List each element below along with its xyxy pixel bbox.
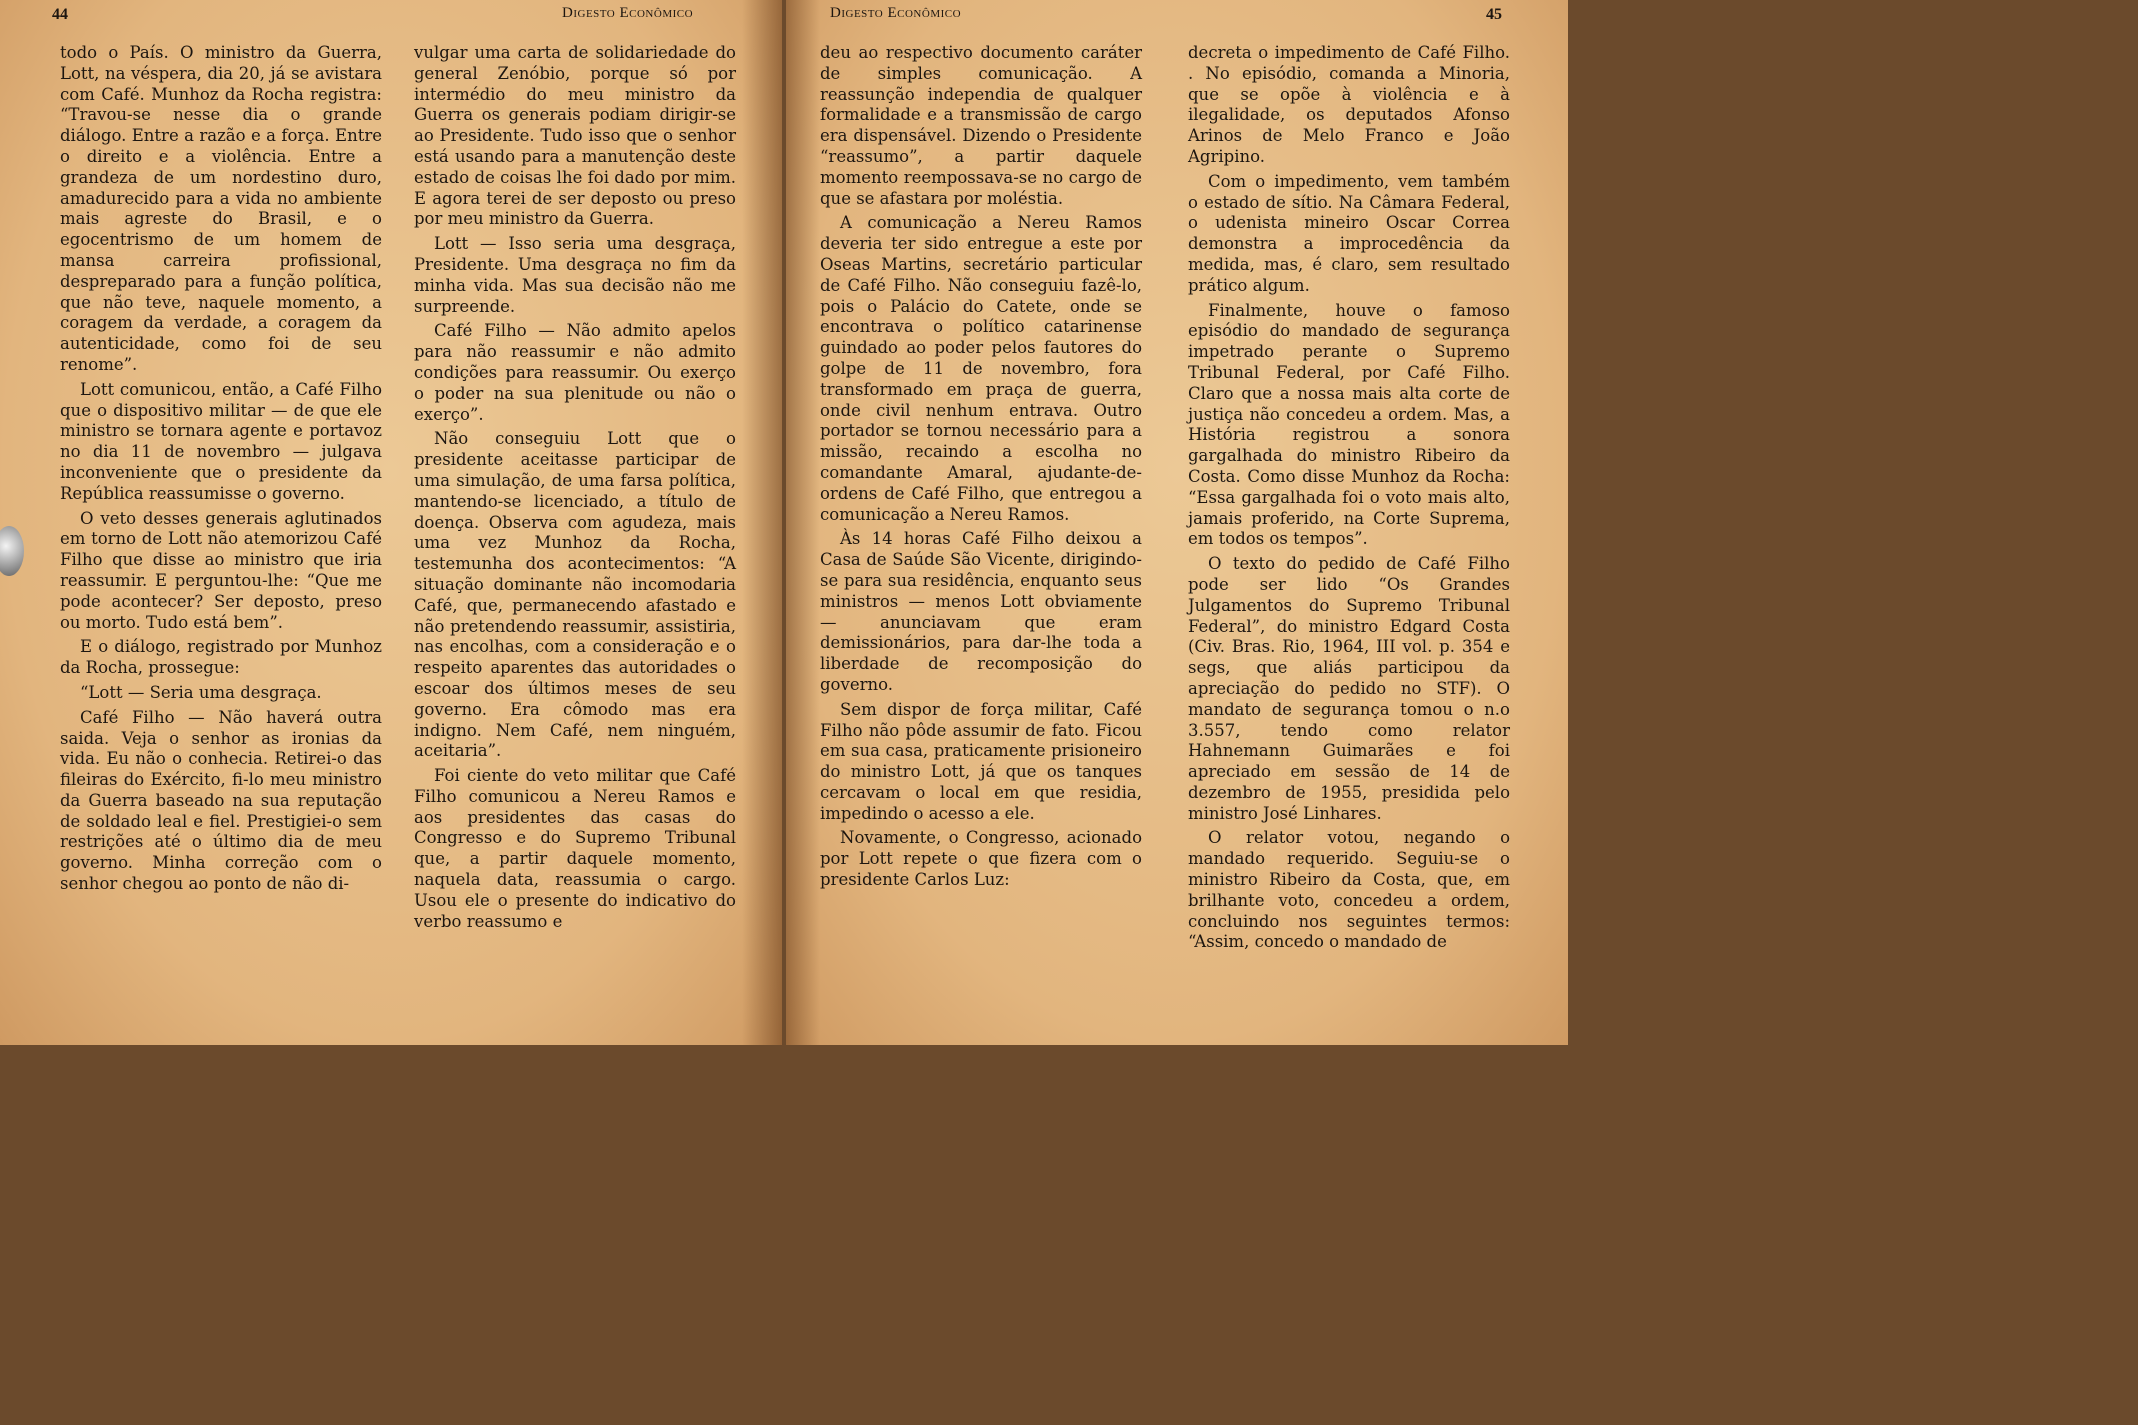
page-number: 44 (52, 6, 68, 23)
paragraph: Novamente, o Congresso, acionado por Lott repete o que fizera com o presidente Carlos Luz: (820, 828, 1142, 890)
paragraph: todo o País. O ministro da Guerra, Lott, na véspera, dia 20, já se avistara com Café. Munhoz da Rocha registra: “Travou-se nesse dia o grande diálogo. Entre a razão e a força. Entre o direito e a violência. Entre a grandeza de um nordestino duro, amadurecido para a vida no ambiente mais agreste do Brasil, e o egocentrismo de um homem de mansa carreira profissional, despreparado para a função política, que não teve, naquele momento, a coragem da verdade, a coragem da autenticidade, como foi de seu renome”. (60, 43, 382, 374)
paragraph: Às 14 horas Café Filho deixou a Casa de Saúde São Vicente, dirigindo-se para sua residência, enquanto seus ministros — menos Lott obviamente — anunciavam que eram demissionários, para dar-lhe toda a liberdade de recomposição do governo. (820, 529, 1142, 694)
gutter-shadow (786, 0, 820, 1045)
paragraph: “Lott — Seria uma desgraça. (80, 682, 322, 702)
running-head: Digesto Econômico (830, 5, 962, 21)
paragraph: vulgar uma carta de solidariedade do general Zenóbio, porque só por intermédio do meu ministro da Guerra os generais podiam dirigir-se ao Presidente. Tudo isso que o senhor está usando para a manutenção deste estado de coisas lhe foi dado por mim. E agora terei de ser deposto ou preso por meu ministro da Guerra. (414, 43, 736, 229)
paragraph: deu ao respectivo documento caráter de simples comunicação. A reassunção independia de qualquer formalidade e a transmissão de cargo era dispensável. Dizendo o Presidente “reassumo”, a partir daquele momento reempossava-se no cargo de que se afastara por moléstia. (820, 43, 1142, 208)
paragraph: A comunicação a Nereu Ramos deveria ter sido entregue a este por Oseas Martins, secretário particular de Café Filho. Não conseguiu fazê-lo, pois o Palácio do Catete, onde se encontrava o político catarinense guindado ao poder pelos fautores do golpe de 11 de novembro, fora transformado em praça de guerra, onde civil nenhum entrava. Outro portador se tornou necessário para a missão, recaindo a escolha no comandante Amaral, ajudante-de-ordens de Café Filho, que entregou a comunicação a Nereu Ramos. (820, 213, 1142, 524)
column-2 (414, 43, 736, 936)
paragraph: O texto do pedido de Café Filho pode ser lido “Os Grandes Julgamentos do Supremo Tribunal Federal”, do ministro Edgard Costa (Civ. Bras. Rio, 1964, III vol. p. 354 e segs, que aliás participou da apreciação do pedido no STF). O mandato de segurança tomou o n.o 3.557, tendo como relator Hahnemann Guimarães e foi apreciado em sessão de 14 de dezembro de 1955, presidida pelo ministro José Linhares. (1188, 554, 1510, 823)
paragraph: Café Filho — Não haverá outra saida. Veja o senhor as ironias da vida. Eu não o conhecia. Retirei-o das fileiras do Exército, fi-lo meu ministro da Guerra baseado na sua reputação de soldado leal e fiel. Prestigiei-o sem restrições até o último dia de meu governo. Minha correção com o senhor chegou ao ponto de não di- (60, 707, 382, 894)
staple-clip (0, 526, 24, 576)
paragraph: O relator votou, negando o mandado requerido. Seguiu-se o ministro Ribeiro da Costa, que, em brilhante voto, concedeu a ordem, concluindo nos seguintes termos: “Assim, concedo o mandado de (1188, 828, 1510, 952)
gutter-shadow (742, 0, 782, 1045)
page-number: 45 (1486, 6, 1502, 23)
paragraph: Não conseguiu Lott que o presidente aceitasse participar de uma simulação, de uma farsa política, mantendo-se licenciado, a título de doença. Observa com agudeza, mais uma vez Munhoz da Rocha, testemunha dos acontecimentos: “A situação dominante não incomodaria Café, que, permanecendo afastado e não pretendendo reassumir, assistiria, nas encolhas, com a consideração e o respeito aparentes das autoridades o escoar dos últimos meses de seu governo. Era cômodo mas era indigno. Nem Café, nem ninguém, aceitaria”. (414, 429, 736, 761)
paragraph: Finalmente, houve o famoso episódio do mandado de segurança impetrado perante o Supremo Tribunal Federal, por Café Filho. Claro que a nossa mais alta corte de justiça não concedeu a ordem. Mas, a História registrou a sonora gargalhada do ministro Ribeiro da Costa. Como disse Munhoz da Rocha: “Essa gargalhada foi o voto mais alto, jamais proferido, na Corte Suprema, em todos os tempos”. (1188, 300, 1510, 549)
paragraph: E o diálogo, registrado por Munhoz da Rocha, prossegue: (60, 637, 382, 678)
column-1 (60, 43, 382, 899)
paragraph: Sem dispor de força militar, Café Filho não pôde assumir de fato. Ficou em sua casa, praticamente prisioneiro do ministro Lott, já que os tanques cercavam o local em que residia, impedindo o acesso a ele. (820, 699, 1142, 823)
paragraph: Lott — Isso seria uma desgraça, Presidente. Uma desgraça no fim da minha vida. Mas sua decisão não me surpreende. (414, 234, 736, 316)
paragraph: Foi ciente do veto militar que Café Filho comunicou a Nereu Ramos e aos presidentes das casas do Congresso e do Supremo Tribunal que, a partir daquele momento, naquela data, reassumia o cargo. Usou ele o presente do indicativo do verbo reassumo e (414, 766, 736, 931)
paragraph: Lott comunicou, então, a Café Filho que o dispositivo militar — de que ele ministro se tornara agente e portavoz no dia 11 de novembro — julgava inconveniente que o presidente da República reassumisse o governo. (60, 379, 382, 503)
paragraph: Café Filho — Não admito apelos para não reassumir e não admito condições para reassumir. Ou exerço o poder na sua plenitude ou não o exerço”. (414, 321, 736, 424)
running-head: Digesto Econômico (562, 5, 694, 21)
paragraph: O veto desses generais aglutinados em torno de Lott não atemorizou Café Filho que disse ao ministro que iria reassumir. E perguntou-lhe: “Que me pode acontecer? Ser deposto, preso ou morto. Tudo está bem”. (60, 508, 382, 632)
paragraph: Com o impedimento, vem também o estado de sítio. Na Câmara Federal, o udenista mineiro Oscar Correa demonstra a improcedência da medida, mas, é claro, sem resultado prático algum. (1188, 171, 1510, 295)
paragraph: decreta o impedimento de Café Filho. . No episódio, comanda a Minoria, que se opõe à violência e à ilegalidade, os deputados Afonso Arinos de Melo Franco e João Agripino. (1188, 43, 1510, 166)
column-1 (820, 43, 1142, 895)
column-2 (1188, 43, 1510, 957)
right-page (786, 0, 1568, 1045)
left-page (0, 0, 782, 1045)
